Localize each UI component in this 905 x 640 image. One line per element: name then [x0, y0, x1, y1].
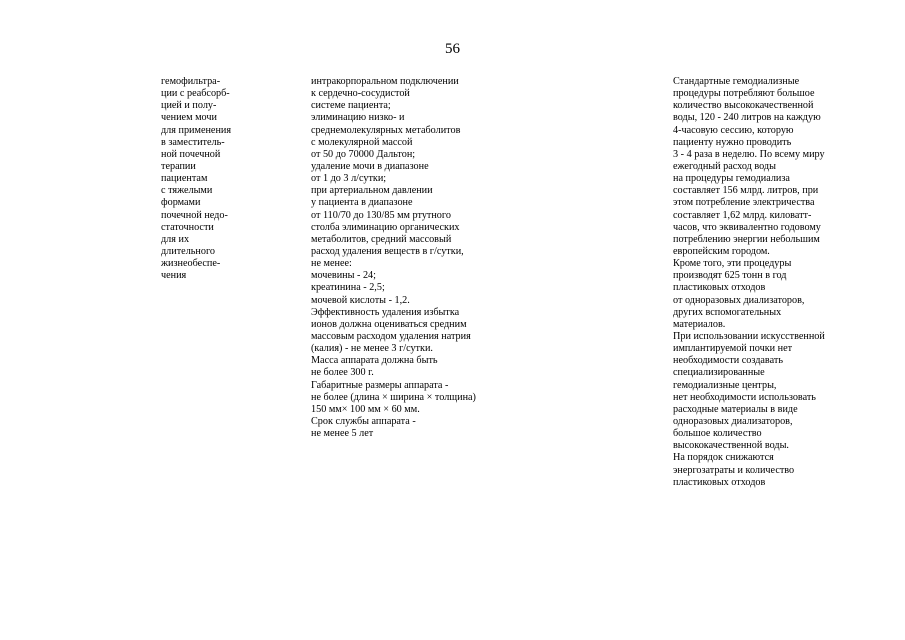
text-line: большое количество	[673, 428, 762, 440]
text-line: к сердечно-сосудистой	[311, 88, 410, 100]
text-line: Кроме того, эти процедуры	[673, 258, 792, 270]
text-line: среднемолекулярных метаболитов	[311, 124, 461, 136]
text-line: ежегодный расход воды	[673, 160, 776, 172]
text-line: гемодиализные центры,	[673, 379, 777, 391]
text-line: Эффективность удаления избытка	[311, 306, 460, 318]
text-line: для их	[161, 233, 190, 245]
text-line: от 1 до 3 л/сутки;	[311, 173, 387, 185]
text-line: составляет 1,62 млрд. киловатт-	[673, 209, 812, 221]
text-line: потреблению энергии небольшим	[673, 233, 820, 245]
text-line: элиминацию низко- и	[311, 112, 405, 124]
text-line: с тяжелыми	[161, 185, 213, 197]
column-3	[673, 76, 825, 489]
text-line: (калия) - не менее 3 г/сутки.	[311, 343, 433, 355]
text-line: от одноразовых диализаторов,	[673, 294, 805, 306]
text-line: интракорпоральном подключении	[311, 76, 459, 87]
text-line: при артериальном давлении	[311, 185, 433, 197]
text-line: пациенту нужно проводить	[673, 136, 792, 148]
text-line: мочевой кислоты - 1,2.	[311, 294, 410, 306]
text-line: почечной недо-	[161, 209, 228, 221]
text-line: чением мочи	[161, 112, 217, 124]
text-line: При использовании искусственной	[673, 330, 825, 342]
text-line: одноразовых диализаторов,	[673, 415, 793, 427]
column-1	[161, 76, 231, 282]
text-line: не более 300 г.	[311, 367, 374, 379]
text-line: материалов.	[673, 318, 726, 330]
text-line: воды, 120 - 240 литров на каждую	[673, 112, 821, 124]
text-line: составляет 156 млрд. литров, при	[673, 185, 819, 197]
text-line: столба элиминацию органических	[311, 221, 460, 233]
text-line: Стандартные гемодиализные	[673, 76, 800, 87]
text-line: на процедуры гемодиализа	[673, 173, 790, 185]
text-line: 3 - 4 раза в неделю. По всему миру	[673, 148, 825, 160]
text-line: нет необходимости использовать	[673, 391, 816, 403]
text-line: Габаритные размеры аппарата -	[311, 379, 449, 391]
text-line: у пациента в диапазоне	[311, 197, 413, 209]
text-line: пластиковых отходов	[673, 476, 766, 488]
text-line: для применения	[161, 124, 232, 136]
text-line: пациентам	[161, 173, 208, 185]
text-line: 4-часовую сессию, которую	[673, 124, 794, 136]
text-line: расходные материалы в виде	[673, 403, 798, 415]
text-line: массовым расходом удаления натрия	[311, 330, 471, 342]
text-line: чения	[161, 270, 187, 282]
text-line: ионов должна оцениваться средним	[311, 318, 467, 330]
text-line: ции с реабсорб-	[161, 88, 230, 100]
text-line: энергозатраты и количество	[673, 464, 795, 476]
text-line: производят 625 тонн в год	[673, 270, 787, 282]
text-line: специализированные	[673, 367, 765, 379]
text-line: На порядок снижаются	[673, 452, 774, 464]
text-line: креатинина - 2,5;	[311, 282, 385, 294]
text-line: формами	[161, 197, 201, 209]
text-line: цией и полу-	[161, 100, 217, 112]
text-line: часов, что эквивалентно годовому	[673, 221, 821, 233]
text-line: процедуры потребляют большое	[673, 88, 815, 100]
text-line: 150 мм× 100 мм × 60 мм.	[311, 403, 420, 415]
text-line: терапии	[161, 160, 196, 172]
page-number: 56	[445, 41, 460, 57]
column-2	[311, 76, 476, 440]
text-line: с молекулярной массой	[311, 136, 413, 148]
text-line: от 110/70 до 130/85 мм ртутного	[311, 209, 451, 221]
text-line: этом потребление электричества	[673, 197, 815, 209]
text-line: от 50 до 70000 Дальтон;	[311, 148, 416, 160]
text-line: Срок службы аппарата -	[311, 415, 416, 427]
text-line: гемофильтра-	[161, 76, 221, 87]
text-line: ной почечной	[161, 148, 221, 160]
text-line: высококачественной воды.	[673, 440, 789, 452]
text-line: жизнеобеспе-	[161, 258, 221, 270]
text-line: статочности	[161, 221, 214, 233]
text-line: пластиковых отходов	[673, 282, 766, 294]
text-line: необходимости создавать	[673, 355, 783, 367]
text-line: не менее 5 лет	[311, 428, 374, 440]
text-line: количество высококачественной	[673, 100, 814, 112]
text-line: длительного	[161, 245, 215, 257]
text-line: других вспомогательных	[673, 306, 782, 318]
text-line: имплантируемой почки нет	[673, 343, 793, 355]
text-line: метаболитов, средний массовый	[311, 233, 452, 245]
text-line: европейским городом.	[673, 245, 770, 257]
text-line: системе пациента;	[311, 100, 391, 112]
text-line: удаление мочи в диапазоне	[311, 160, 429, 172]
text-line: не более (длина × ширина × толщина)	[311, 391, 476, 403]
text-line: в заместитель-	[161, 136, 225, 148]
text-line: мочевины - 24;	[311, 270, 376, 282]
text-line: расход удаления веществ в г/сутки,	[311, 245, 464, 257]
text-line: Масса аппарата должна быть	[311, 355, 438, 367]
text-line: не менее:	[311, 258, 352, 270]
